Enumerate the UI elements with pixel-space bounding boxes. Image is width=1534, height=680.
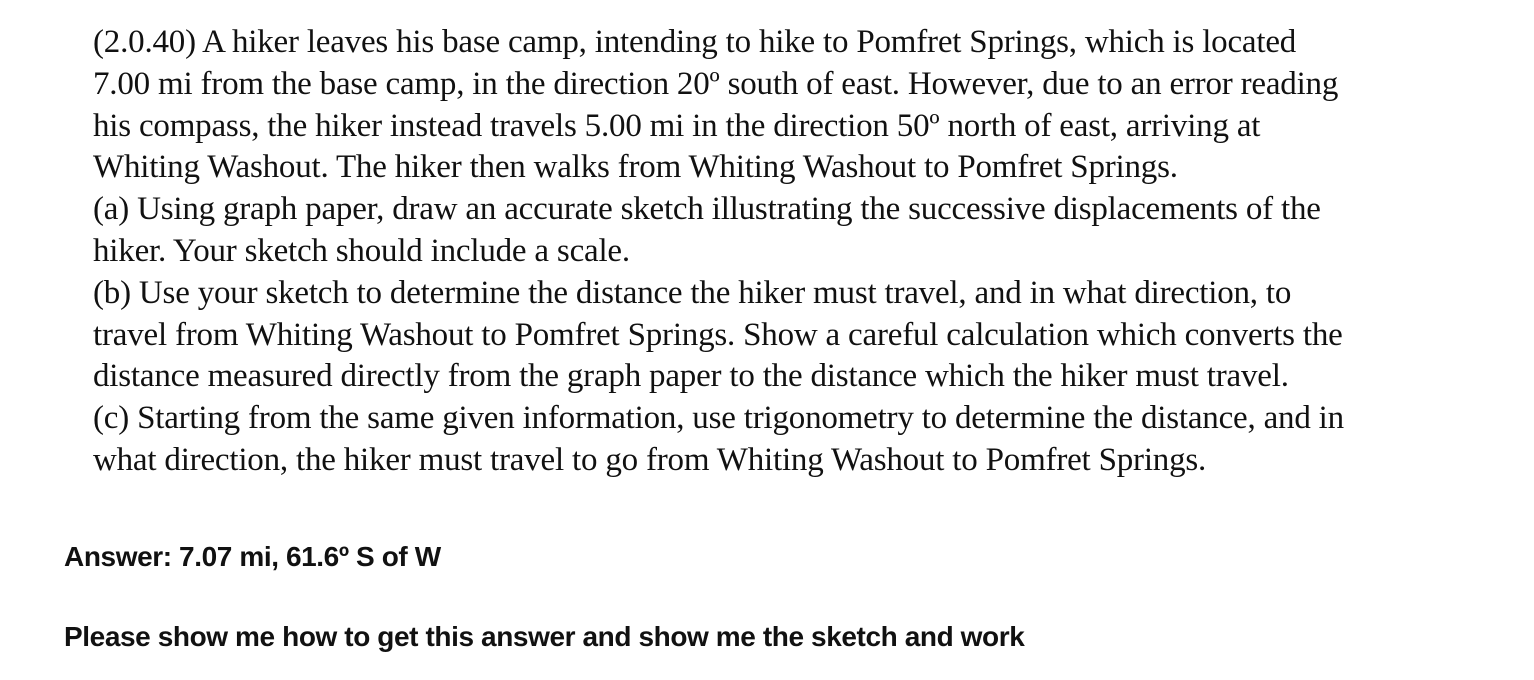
problem-line-2: 7.00 mi from the base camp, in the direction 20º south of east. However, due to an error reading [93,65,1339,102]
part-b-line-2: travel from Whiting Washout to Pomfret Springs. Show a careful calculation which converts the [93,316,1343,353]
part-b-line-1: (b) Use your sketch to determine the distance the hiker must travel, and in what direction, to [93,274,1292,311]
problem-line-1: (2.0.40) A hiker leaves his base camp, intending to hike to Pomfret Springs, which is located [93,24,1297,60]
answer-text: Answer: 7.07 mi, 61.6º S of W [64,541,441,572]
part-c-line-1: (c) Starting from the same given information, use trigonometry to determine the distance, and in [93,400,1344,437]
part-a-line-1: (a) Using graph paper, draw an accurate sketch illustrating the successive displacements of the [93,191,1321,228]
problem-statement [93,22,1518,482]
part-a-line-2: hiker. Your sketch should include a scale. [93,232,630,269]
problem-line-3: his compass, the hiker instead travels 5.00 mi in the direction 50º north of east, arriving at [93,107,1261,144]
request-text: Please show me how to get this answer and show me the sketch and work [64,621,1025,652]
problem-line-4: Whiting Washout. The hiker then walks from Whiting Washout to Pomfret Springs. [93,149,1178,186]
part-b-line-3: distance measured directly from the graph paper to the distance which the hiker must travel. [93,358,1289,395]
part-c-line-2: what direction, the hiker must travel to go from Whiting Washout to Pomfret Springs. [93,441,1207,478]
